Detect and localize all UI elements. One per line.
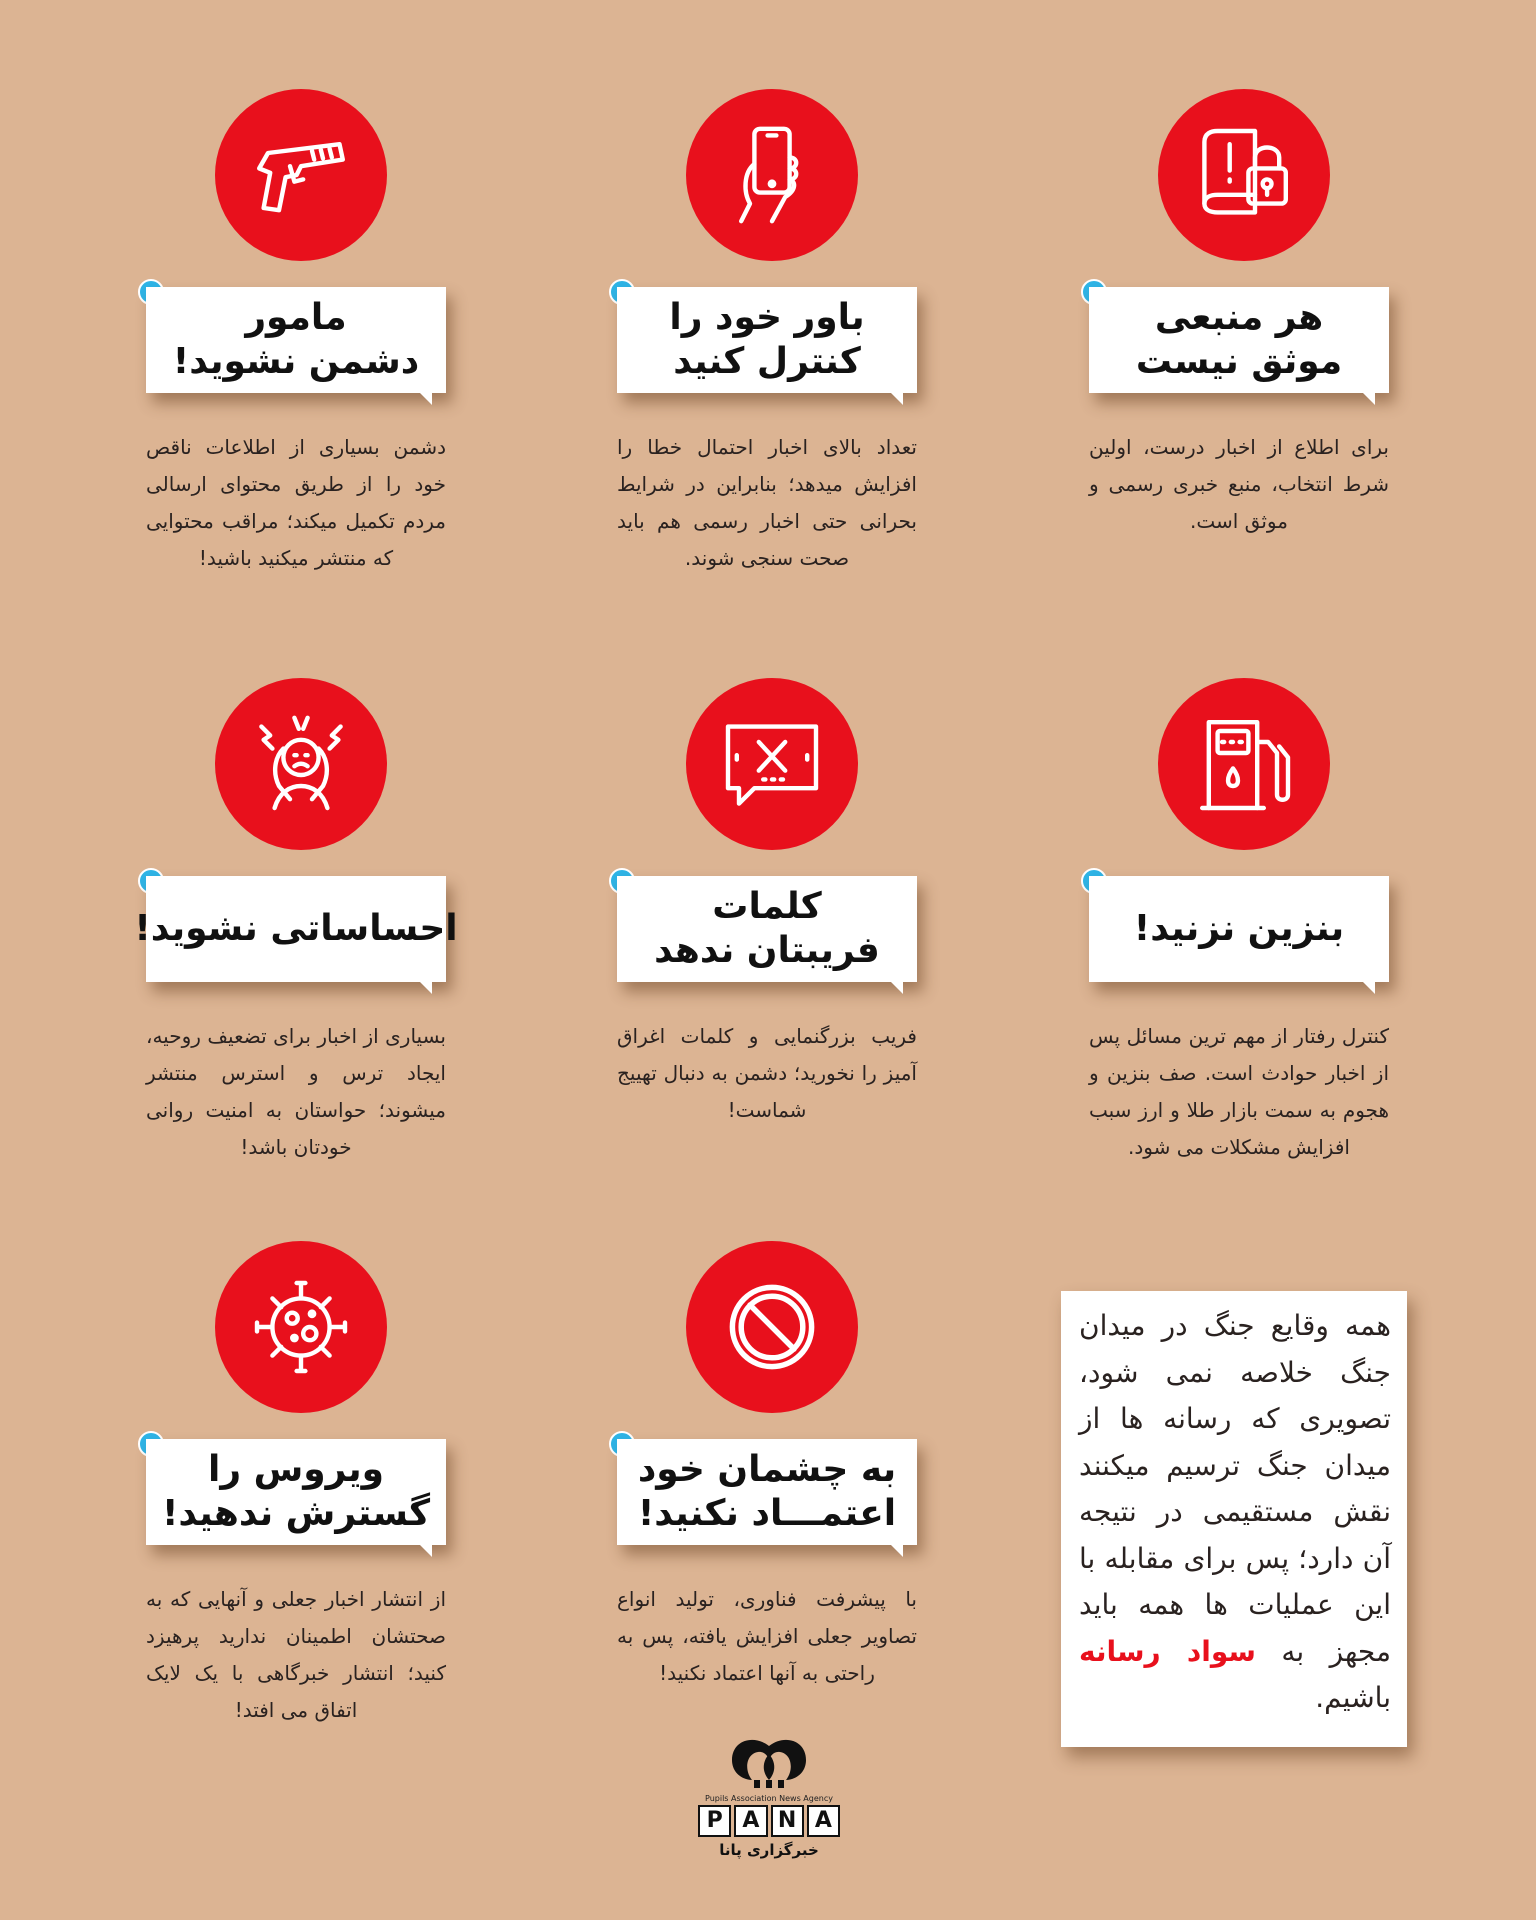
card-description: کنترل رفتار از مهم ترین مسائل پس از اخبار حوادث است. صف بنزین و هجوم به سمت بازار طلا و ارز سبب افزایش مشکلات می شود. <box>1089 1024 1389 1159</box>
card-description: بسیاری از اخبار برای تضعیف روحیه، ایجاد ترس و استرس منتشر میشوند؛ حواستان به امنیت روانی خودتان باشد! <box>146 1024 446 1159</box>
card-title-box <box>1089 876 1389 982</box>
logo-letter: N <box>771 1805 804 1837</box>
card-title-line1: احساساتی نشوید! <box>134 908 458 949</box>
card-title-box <box>617 287 917 393</box>
card-description: تعداد بالای اخبار احتمال خطا را افزایش میدهد؛ بنابراین در شرایط بحرانی حتی اخبار رسمی هم باید صحت سنجی شوند. <box>617 435 917 570</box>
card-title-box <box>146 287 446 393</box>
card-description: با پیشرفت فناوری، تولید انواع تصاویر جعلی افزایش یافته، پس به راحتی به آنها اعتماد نکنید! <box>617 1587 917 1685</box>
logo-letter: P <box>698 1805 731 1837</box>
note-highlight: سواد رسانه <box>1079 1634 1256 1668</box>
card-description: برای اطلاع از اخبار درست، اولین شرط انتخاب، منبع خبری رسمی و موثق است. <box>1089 435 1389 533</box>
note-end: باشیم. <box>1315 1681 1391 1714</box>
card-title-line2: فریبتان ندهد <box>654 930 880 971</box>
card-title-line1: کلمات <box>712 886 822 927</box>
card-title-line2: کنترل کنید <box>673 341 861 382</box>
card-title-line2: دشمن نشوید! <box>172 341 420 382</box>
stressed-person-icon <box>215 678 387 850</box>
card-title-box <box>146 1439 446 1545</box>
card-title-line1: به چشمان خود <box>637 1449 897 1490</box>
card-title-line1: باور خود را <box>669 297 865 338</box>
fuel-pump-icon <box>1158 678 1330 850</box>
card-title-box <box>617 1439 917 1545</box>
pana-emblem-icon <box>724 1730 814 1788</box>
gun-icon <box>215 89 387 261</box>
card-title-line2: موثق نیست <box>1135 341 1343 382</box>
card-title-line2: اعتمـــاد نکنید! <box>637 1493 897 1534</box>
card-title-line1: بنزین نزنید! <box>1133 908 1345 949</box>
card-title-line1: مامور <box>245 297 347 338</box>
card-title-line1: ویروس را <box>208 1449 384 1490</box>
media-literacy-note <box>1061 1291 1407 1747</box>
logo-letter: A <box>807 1805 840 1837</box>
virus-icon <box>215 1241 387 1413</box>
card-title-box <box>134 876 458 982</box>
logo-letter: A <box>734 1805 767 1837</box>
note-text: همه وقایع جنگ در میدان جنگ خلاصه نمی شود، تصویری که رسانه ها از میدان جنگ ترسیم میکنند نقش مستقیمی در نتیجه آن دارد؛ پس برای مقابله با این عملیات ها همه باید مجهز به <box>1079 1309 1392 1668</box>
card-title-line2: گسترش ندهید! <box>161 1493 431 1534</box>
book-lock-icon <box>1158 89 1330 261</box>
card-title-box <box>1089 287 1389 393</box>
card-title-box <box>617 876 917 982</box>
card-description: از انتشار اخبار جعلی و آنهایی که به صحتشان اطمینان ندارید پرهیزد کنید؛ انتشار خبرگاهی با یک لایک اتفاق می افتد! <box>146 1587 446 1722</box>
logo-persian-name: خبرگزاری پانا <box>719 1841 819 1859</box>
logo-letters <box>698 1805 840 1837</box>
message-x-icon <box>686 678 858 850</box>
pana-logo <box>698 1730 840 1859</box>
card-description: دشمن بسیاری از اطلاعات ناقص خود را از طریق محتوای ارسالی مردم تکمیل میکند؛ مراقب محتوایی که منتشر میکنید باشید! <box>146 435 446 570</box>
prohibited-icon <box>686 1241 858 1413</box>
card-description: فریب بزرگنمایی و کلمات اغراق آمیز را نخورید؛ دشمن به دنبال تهییج شماست! <box>617 1024 917 1122</box>
logo-subtitle: Pupils Association News Agency <box>705 1794 833 1803</box>
card-title-line1: هر منبعی <box>1154 297 1324 338</box>
hand-phone-icon <box>686 89 858 261</box>
